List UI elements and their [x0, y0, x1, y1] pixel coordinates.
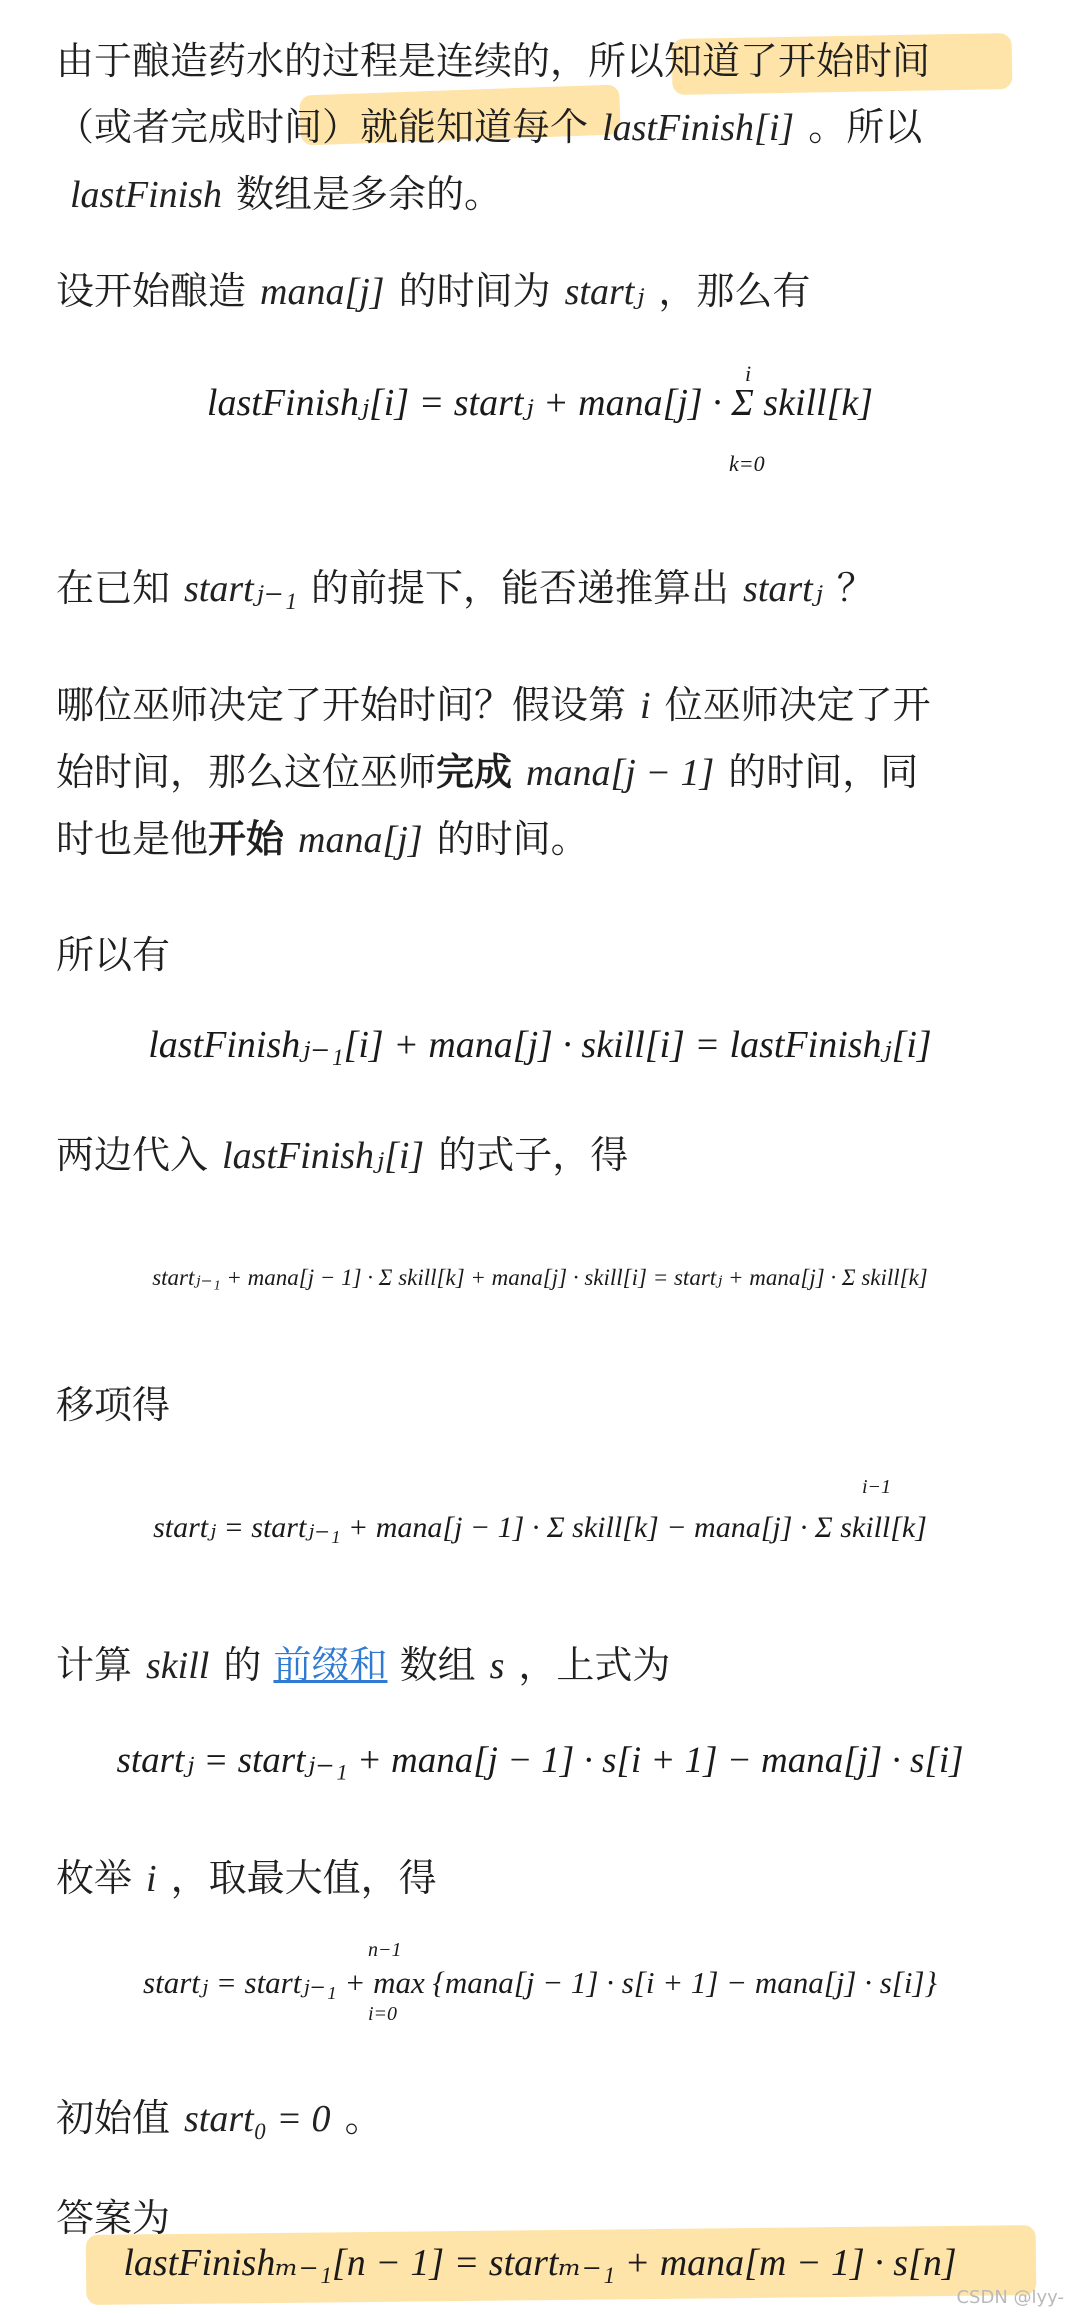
text: ，上式为: [518, 1643, 671, 1687]
text: 的时间。: [436, 817, 589, 861]
text: 设开始酿造: [56, 269, 247, 313]
equation-6: [0, 1939, 1080, 2025]
paragraph-4: [56, 672, 1040, 873]
text: 。所以: [808, 105, 923, 149]
paragraph-6: [56, 1122, 1040, 1189]
text: 的式子，得: [438, 1133, 629, 1177]
max-top: n−1: [368, 1939, 402, 1961]
paragraph-1: [56, 28, 1040, 228]
math: startⱼ: [564, 271, 645, 313]
text: 数组: [399, 1643, 476, 1687]
text: ，那么有: [658, 269, 811, 313]
paragraph-7: [56, 1372, 1040, 1438]
text: 所以有: [56, 933, 171, 977]
bold-text: 完成: [436, 750, 513, 794]
text: 计算: [56, 1643, 133, 1687]
equation-4: [0, 1476, 1080, 1545]
equation-2: [0, 1022, 1080, 1067]
math: start₀ = 0: [184, 2098, 331, 2140]
text: 始时间，那么这位巫师: [56, 750, 437, 794]
highlighted-text: 就能知道每个: [360, 105, 589, 149]
max-bottom: i=0: [368, 2003, 398, 2025]
text: 时也是他: [56, 817, 209, 861]
math: i: [146, 1858, 157, 1900]
math: mana[j − 1]: [526, 752, 715, 794]
math: mana[j]: [298, 819, 423, 861]
math: skill: [146, 1645, 210, 1687]
sum-top-2: i−1: [862, 1476, 892, 1498]
equation-1: [0, 361, 1080, 476]
text: （或者完成时间）: [56, 105, 361, 149]
equation-7: [0, 2240, 1080, 2285]
paragraph-5: [56, 922, 1040, 988]
math: lastFinish[i]: [602, 107, 795, 149]
prefix-sum-link[interactable]: 前缀和: [273, 1643, 388, 1687]
highlighted-text: 知道了开始时间: [664, 39, 931, 83]
math: lastFinish: [70, 174, 223, 216]
paragraph-3: [56, 555, 1040, 622]
paragraph-9: [56, 1845, 1040, 1912]
text: 的时间为: [398, 269, 551, 313]
equation-text: lastFinishₘ₋₁[n − 1] = startₘ₋₁ + mana[m − 1] · s[n]: [123, 2242, 957, 2284]
text: 位巫师决定了开: [664, 683, 931, 727]
math: mana[j]: [260, 271, 385, 313]
text: 枚举: [56, 1856, 133, 1900]
text: 的时间，同: [728, 750, 919, 794]
math: i: [640, 685, 651, 727]
text: ？: [836, 566, 875, 610]
math: startⱼ₋₁: [184, 568, 298, 610]
equation-text: startⱼ₋₁ + mana[j − 1] · Σ skill[k] + mana[j] · skill[i] = startⱼ + mana[j] · Σ skill[k]: [152, 1265, 928, 1290]
text: 在已知: [56, 566, 171, 610]
equation-text: lastFinishⱼ[i] = startⱼ + mana[j] · Σ skill[k]: [206, 382, 874, 424]
math: lastFinishⱼ[i]: [222, 1135, 425, 1177]
bold-text: 开始: [208, 817, 285, 861]
paragraph-8: [56, 1632, 1040, 1699]
equation-text: startⱼ = startⱼ₋₁ + max {mana[j − 1] · s[i + 1] − mana[j] · s[i]}: [143, 1965, 937, 2000]
paragraph-2: [56, 258, 1040, 325]
text: 由于酿造药水的过程是连续的，所以: [56, 39, 665, 83]
equation-text: lastFinishⱼ₋₁[i] + mana[j] · skill[i] = lastFinishⱼ[i]: [148, 1024, 932, 1066]
text: 数组是多余的。: [236, 172, 503, 216]
text: 初始值: [56, 2096, 171, 2140]
math: s: [489, 1645, 505, 1687]
equation-text: startⱼ = startⱼ₋₁ + mana[j − 1] · Σ skill[k] − mana[j] · Σ skill[k]: [153, 1511, 927, 1544]
text: ，取最大值，得: [170, 1856, 437, 1900]
text: 两边代入: [56, 1133, 209, 1177]
text: 的: [223, 1643, 262, 1687]
equation-5: [0, 1738, 1080, 1782]
sum-bottom: k=0: [729, 451, 765, 476]
equation-3: [0, 1265, 1080, 1291]
paragraph-10: [56, 2085, 1040, 2152]
watermark: CSDN @lyy-: [956, 2287, 1064, 2308]
text: 哪位巫师决定了开始时间？假设第: [56, 683, 627, 727]
text: 的前提下，能否递推算出: [311, 566, 730, 610]
sum-top: i: [745, 361, 752, 386]
math: startⱼ: [743, 568, 823, 610]
equation-text: startⱼ = startⱼ₋₁ + mana[j − 1] · s[i + 1] − mana[j] · s[i]: [116, 1740, 964, 1781]
text: 移项得: [56, 1383, 171, 1427]
text: 。: [344, 2096, 383, 2140]
text: 答案为: [56, 2196, 171, 2240]
